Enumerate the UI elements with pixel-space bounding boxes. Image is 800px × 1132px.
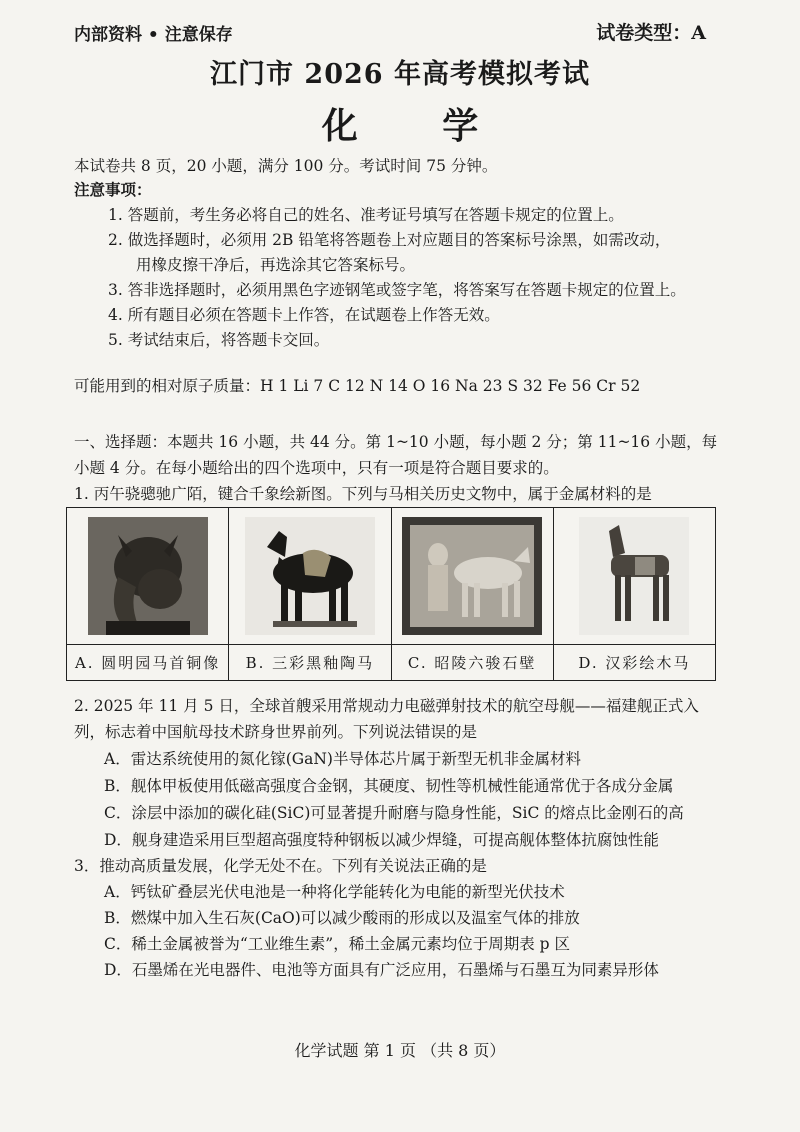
q2-option-d: D．舰身建造采用巨型超高强度特种钢板以减少焊缝，可提高舰体整体抗腐蚀性能: [104, 831, 659, 849]
question-2-stem: 列，标志着中国航母技术跻身世界前列。下列说法错误的是: [74, 723, 478, 741]
q1-option-d[interactable]: [554, 508, 715, 680]
note-item: 1. 答题前，考生务必将自己的姓名、准考证号填写在答题卡规定的位置上。: [108, 206, 624, 224]
paper-type-label: 试卷类型：A: [596, 22, 706, 44]
subject-title: 化 学: [321, 105, 515, 147]
painted-wooden-horse-image: [579, 517, 689, 635]
q1-option-d-label: D. 汉彩绘木马: [578, 654, 691, 672]
q1-option-b-label: B. 三彩黑釉陶马: [245, 654, 375, 672]
q3-option-b: B．燃煤中加入生石灰(CaO)可以减少酸雨的形成以及温室气体的排放: [104, 909, 580, 927]
q3-option-d: D．石墨烯在光电器件、电池等方面具有广泛应用，石墨烯与石墨互为同素异形体: [104, 961, 659, 979]
intro-text: 本试卷共 8 页，20 小题，满分 100 分。考试时间 75 分钟。: [74, 157, 498, 175]
tricolor-pottery-horse-image: [245, 517, 375, 635]
q1-option-a[interactable]: [67, 508, 229, 680]
section-heading: 一、选择题：本题共 16 小题，共 44 分。第 1~10 小题，每小题 2 分；第 11~16 小题，每: [74, 433, 718, 451]
page-footer: 化学试题 第 1 页 （共 8 页）: [294, 1041, 506, 1060]
atomic-masses: 可能用到的相对原子质量：H 1 Li 7 C 12 N 14 O 16 Na 23 S 32 Fe 56 Cr 52: [74, 377, 641, 395]
q1-option-b[interactable]: [229, 508, 391, 680]
note-item: 4. 所有题目必须在答题卡上作答，在试题卷上作答无效。: [108, 306, 500, 324]
q1-option-c[interactable]: [392, 508, 554, 680]
q2-option-b: B．舰体甲板使用低磁高强度合金钢，其硬度、韧性等机械性能通常优于各成分金属: [104, 777, 674, 795]
note-item: 2. 做选择题时，必须用 2B 铅笔将答题卷上对应题目的答案标号涂黑，如需改动，: [108, 231, 671, 249]
bronze-horse-head-image: [88, 517, 208, 635]
question-1-stem: 1. 丙午骁骢驰广陌，键合千象绘新图。下列与马相关历史文物中，属于金属材料的是: [74, 485, 652, 503]
confidential-label: 内部资料 • 注意保存: [74, 25, 233, 45]
q1-options-table: [66, 507, 716, 681]
q2-option-a: A．雷达系统使用的氮化镓(GaN)半导体芯片属于新型无机非金属材料: [104, 750, 581, 768]
exam-title: 江门市 2026 年高考模拟考试: [210, 59, 590, 90]
question-2-stem: 2. 2025 年 11 月 5 日，全球首艘采用常规动力电磁弹射技术的航空母舰——福建舰正式入: [74, 697, 699, 715]
question-3-stem: 3．推动高质量发展，化学无处不在。下列有关说法正确的是: [74, 857, 487, 875]
note-item: 3. 答非选择题时，必须用黑色字迹钢笔或签字笔，将答案写在答题卡规定的位置上。: [108, 281, 686, 299]
q3-option-a: A．钙钛矿叠层光伏电池是一种将化学能转化为电能的新型光伏技术: [104, 883, 565, 901]
q3-option-c: C．稀土金属被誉为“工业维生素”，稀土金属元素均位于周期表 p 区: [104, 935, 570, 953]
note-item: 5. 考试结束后，将答题卡交回。: [108, 331, 330, 349]
q1-option-a-label: A. 圆明园马首铜像: [74, 654, 221, 672]
q2-option-c: C．涂层中添加的碳化硅(SiC)可显著提升耐磨与隐身性能，SiC 的熔点比金刚石的高: [104, 804, 684, 822]
section-heading: 小题 4 分。在每小题给出的四个选项中，只有一项是符合题目要求的。: [74, 459, 559, 477]
stone-relief-image: [402, 517, 542, 635]
notes-title: 注意事项：: [74, 180, 152, 199]
q1-option-c-label: C. 昭陵六骏石壁: [407, 654, 537, 672]
note-item: 用橡皮擦干净后，再选涂其它答案标号。: [136, 256, 416, 274]
